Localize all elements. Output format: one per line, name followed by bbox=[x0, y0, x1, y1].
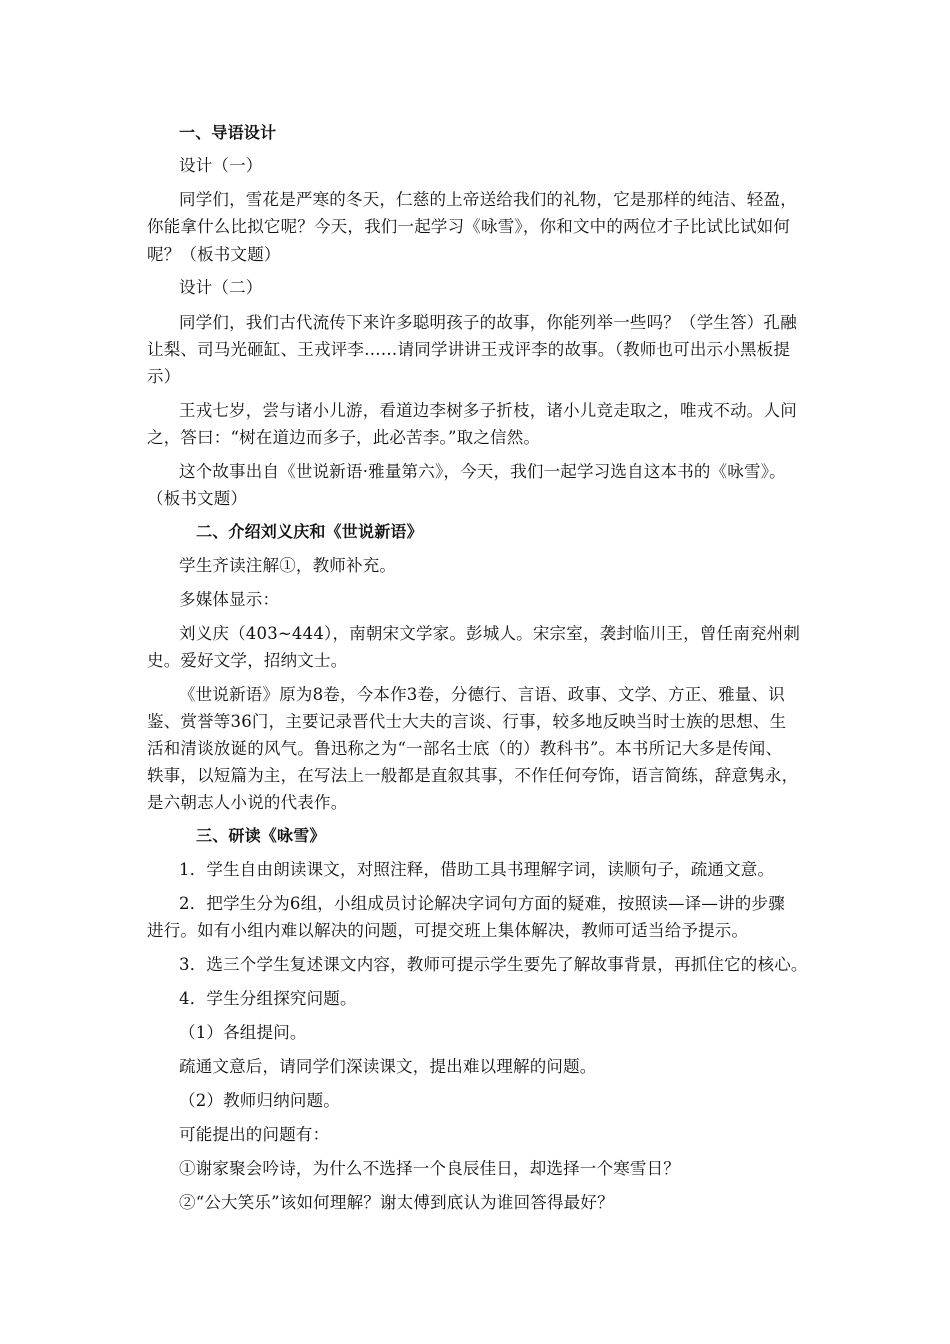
paragraph-line: 王戎七岁，尝与诸小儿游，看道边李树多子折枝，诸小儿竞走取之，唯戎不动。人问 bbox=[179, 401, 797, 420]
paragraph-line: 是六朝志人小说的代表作。 bbox=[147, 793, 348, 812]
paragraph-line: 轶事，以短篇为主，在写法上一般都是直叙其事，不作任何夸饰，语言简练，辞意隽永， bbox=[147, 766, 799, 785]
question-item: ②“公大笑乐”该如何理解？谢太傅到底认为谁回答得最好？ bbox=[179, 1193, 614, 1212]
paragraph-line: 这个故事出自《世说新语·雅量第六》，今天，我们一起学习选自这本书的《咏雪》。 bbox=[179, 462, 786, 481]
design-one-label: 设计（一） bbox=[179, 156, 263, 175]
paragraph-line: 《世说新语》原为8卷，今本作3卷，分德行、言语、政事、文学、方正、雅量、识 bbox=[179, 685, 785, 704]
question-item: ①谢家聚会吟诗，为什么不选择一个良辰佳日，却选择一个寒雪日？ bbox=[179, 1159, 680, 1178]
paragraph-line: 同学们，雪花是严寒的冬天，仁慈的上帝送给我们的礼物，它是那样的纯洁、轻盈， bbox=[179, 190, 797, 209]
section-heading-reading: 三、研读《咏雪》 bbox=[196, 826, 326, 845]
paragraph-line: 示） bbox=[147, 367, 181, 386]
list-item: 3．选三个学生复述课文内容，教师可提示学生要先了解故事背景，再抓住它的核心。 bbox=[179, 955, 808, 974]
section-heading-intro: 一、导语设计 bbox=[179, 123, 277, 142]
paragraph-line: 之，答曰：“树在道边而多子，此必苦李。”取之信然。 bbox=[147, 428, 541, 447]
list-item-continued: 进行。如有小组内难以解决的问题，可提交班上集体解决，教师可适当给予提示。 bbox=[147, 921, 749, 940]
paragraph-line: 史。爱好文学，招纳文士。 bbox=[147, 651, 348, 670]
paragraph-line: 你能拿什么比拟它呢？今天，我们一起学习《咏雪》，你和文中的两位才子比试比试如何 bbox=[147, 217, 791, 236]
paragraph-line: 让梨、司马光砸缸、王戎评李……请同学讲讲王戎评李的故事。（教师也可出示小黑板提 bbox=[147, 340, 791, 359]
paragraph-line: 鉴、赏誉等36门，主要记录晋代士大夫的言谈、行事，较多地反映当时士族的思想、生 bbox=[147, 712, 787, 731]
list-item: 2．把学生分为6组，小组成员讨论解决字词句方面的疑难，按照读—译—讲的步骤 bbox=[179, 894, 785, 913]
design-two-label: 设计（二） bbox=[179, 278, 263, 297]
sub-item: （1）各组提问。 bbox=[179, 1023, 307, 1042]
paragraph-line: 活和清谈放诞的风气。鲁迅称之为“一部名士底（的）教科书”。本书所记大多是传闻、 bbox=[147, 739, 783, 758]
paragraph-line: （板书文题） bbox=[147, 489, 248, 508]
sub-item: （2）教师归纳问题。 bbox=[179, 1091, 340, 1110]
paragraph-line: 学生齐读注解①，教师补充。 bbox=[179, 556, 397, 575]
list-item: 4．学生分组探究问题。 bbox=[179, 989, 357, 1008]
paragraph-line: 同学们，我们古代流传下来许多聪明孩子的故事，你能列举一些吗？（学生答）孔融 bbox=[179, 313, 797, 332]
paragraph-line: 可能提出的问题有： bbox=[179, 1125, 330, 1144]
section-heading-author: 二、介绍刘义庆和《世说新语》 bbox=[196, 522, 423, 541]
list-item: 1．学生自由朗读课文，对照注释，借助工具书理解字词，读顺句子，疏通文意。 bbox=[179, 860, 775, 879]
paragraph-line: 多媒体显示： bbox=[179, 590, 280, 609]
paragraph-line: 刘义庆（403~444），南朝宋文学家。彭城人。宋宗室，袭封临川王，曾任南兖州刺 bbox=[179, 624, 801, 643]
paragraph-line: 疏通文意后，请同学们深读课文，提出难以理解的问题。 bbox=[179, 1057, 597, 1076]
paragraph-line: 呢？（板书文题） bbox=[147, 245, 281, 264]
